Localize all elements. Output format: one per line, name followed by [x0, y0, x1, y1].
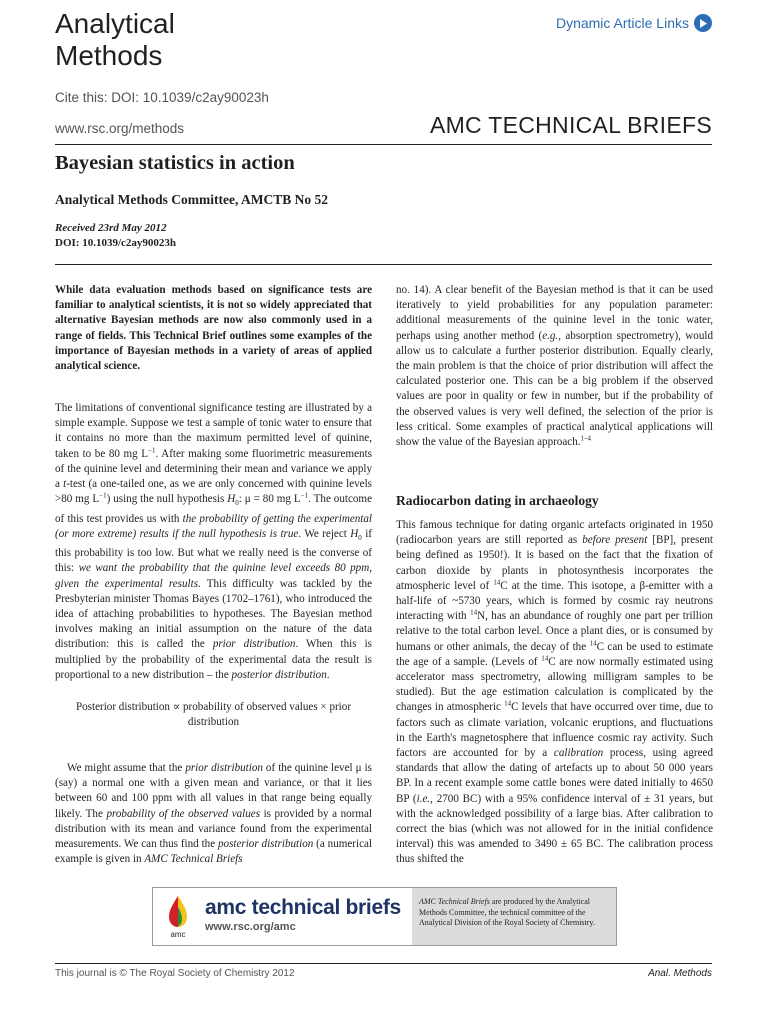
- dynamic-article-links[interactable]: [556, 14, 712, 32]
- banner-description: AMC Technical Briefs are produced by the Analytical Methods Committee, the technical committee of the Analytical Division of the Royal Society of Chemistry.: [412, 888, 616, 945]
- amc-banner: [152, 887, 617, 946]
- cite-doi: Cite this: DOI: 10.1039/c2ay90023h: [55, 90, 269, 105]
- footer-rule: [55, 963, 712, 964]
- amc-logo: [153, 888, 203, 945]
- bayes-equation: Posterior distribution ∝ probability of observed values × prior distribution: [75, 701, 352, 729]
- dynamic-links-label[interactable]: Dynamic Article Links: [555, 15, 689, 31]
- article-authors: Analytical Methods Committee, AMCTB No 52: [55, 192, 328, 207]
- article-title: Bayesian statistics in action: [55, 152, 295, 174]
- abstract: While data evaluation methods based on significance tests are familiar to analytical scientists, it is not so widely appreciated that alternative Bayesian methods are now also commonly used in a range of fields. This Technical Brief outlines some examples of the importance of Bayesian methods in a variety of areas of applied analytical science.: [55, 284, 372, 373]
- radiocarbon-paragraph: This famous technique for dating organic artefacts originated in 1950 (radiocarbon years are still reported as before present [BP], present being defined as 1950!). It is based on the fact that the fixation of carbon dioxide by plants in photosynthesis incorporates the atmospheric level of $^{14}$C at the time. This isotope, a β-emitter with a half-life of ~5730 years, which is formed by cosmic ray neutrons interacting with $^{14}$N, has an abundance of roughly one part per trillion relative to the total carbon level. Once a plant dies, or is consumed by humans or other animals, the decay of the $^{14}$C can be used to estimate the age of a sample. (Levels of $^{14}$C are now normally estimated using accelerator mass spectrometry, allowing milligram samples to be studied). But the age estimation calculation is complicated by the changes in atmospheric $^{14}$C levels that have occurred over time, due to factors such as climate variation, volcanic eruptions, and fluctuations in the Earth's magnetosphere that influence cosmic ray activity. Such factors are accounted for by a calibration process, using agreed standards that allow the dating of artefacts up to about 50 000 years BP. In a recent example some cattle bones were dated initially to 4650 BP (i.e., 2700 BC) with a 95% confidence interval of ± 31 years, but with the acknowledged possibility of a large bias. After calibration to correct the bias (which was not allowed for in the initial confidence interval) this was amended to 3490 ± 65 BC. The calibration process thus shifted the: [396, 519, 714, 866]
- article-doi: DOI: 10.1039/c2ay90023h: [55, 237, 176, 249]
- banner-url[interactable]: www.rsc.org/amc: [205, 921, 296, 933]
- section-heading-radiocarbon: Radiocarbon dating in archaeology: [396, 493, 599, 508]
- journal-title: Analytical Methods: [55, 8, 175, 71]
- header-rule: [55, 144, 712, 145]
- journal-website-link[interactable]: www.rsc.org/methods: [55, 121, 185, 136]
- series-heading: AMC TECHNICAL BRIEFS: [429, 112, 712, 138]
- banner-title: amc technical briefs: [205, 896, 401, 919]
- intro-paragraph: The limitations of conventional significance testing are illustrated by a simple example. Suppose we test a sample of tonic water to ensure that it contains no more than the maximum permitted level of quinine, taken to be 80 mg $L^{-1}$. After making some fluorimetric measurements of the quinine level and determining their mean and variance we apply a t-test (a one-tailed one, as we are only concerned with quinine levels >80 mg $L^{-1}$) using the null hypothesis $H_0$: μ = 80 mg $L^{-1}$. The outcome of this test provides us with the probability of getting the experimental (or more extreme) results if the null hypothesis is true. We reject $H_0$ if this probability is too low. But what we really need is the converse of this: we want the probability that the quinine level exceeds 80 ppm, given the experimental results. This difficulty was tackled by the Presbyterian minister Thomas Bayes (1702–1761), who introduced the idea of attaching probabilities to hypotheses. The Bayesian method involves making an initial assumption on the nature of the data distribution: this is called the prior distribution. When this is multiplied by the probability of the experimental data the result is proportional to a new distribution – the posterior distribution.: [55, 402, 373, 681]
- play-icon[interactable]: [694, 14, 712, 32]
- banner-title-block: [203, 888, 412, 945]
- amc-flame-icon: [167, 895, 189, 929]
- title-rule: [55, 264, 712, 265]
- footer-journal: Anal. Methods: [648, 968, 712, 979]
- prior-paragraph: We might assume that the prior distribution of the quinine level μ is (say) a normal one with a given mean and variance, or that it lies between 60 and 100 ppm with all values in that range being equally likely. The probability of the observed values is provided by a normal distribution with its mean and variance found from the experimental measurements. We can thus find the posterior distribution (a numerical example is given in AMC Technical Briefs: [55, 762, 372, 866]
- received-date: Received 23rd May 2012: [55, 222, 167, 234]
- amc-logo-text: amc: [170, 929, 186, 939]
- footer-copyright: This journal is © The Royal Society of Chemistry 2012: [55, 968, 295, 979]
- bayes-benefit-paragraph: no. 14). A clear benefit of the Bayesian method is that it can be used iteratively to yield probabilities for any population parameter: additional measurements of the quinine level in the tonic water, perhaps using another method (e.g., absorption spectrometry), would allow us to calculate a further posterior distribution. Equally clearly, the main problem is that the choice of prior distribution will affect the calculated posterior one. This can be a big problem if the observed values are poor in quality or few in number, but if the probability of the observed values is very well defined, the selection of the prior is less critical. Some examples of practical analytical applications will show the value of the Bayesian approach.$^{1-4}$: [396, 284, 713, 449]
